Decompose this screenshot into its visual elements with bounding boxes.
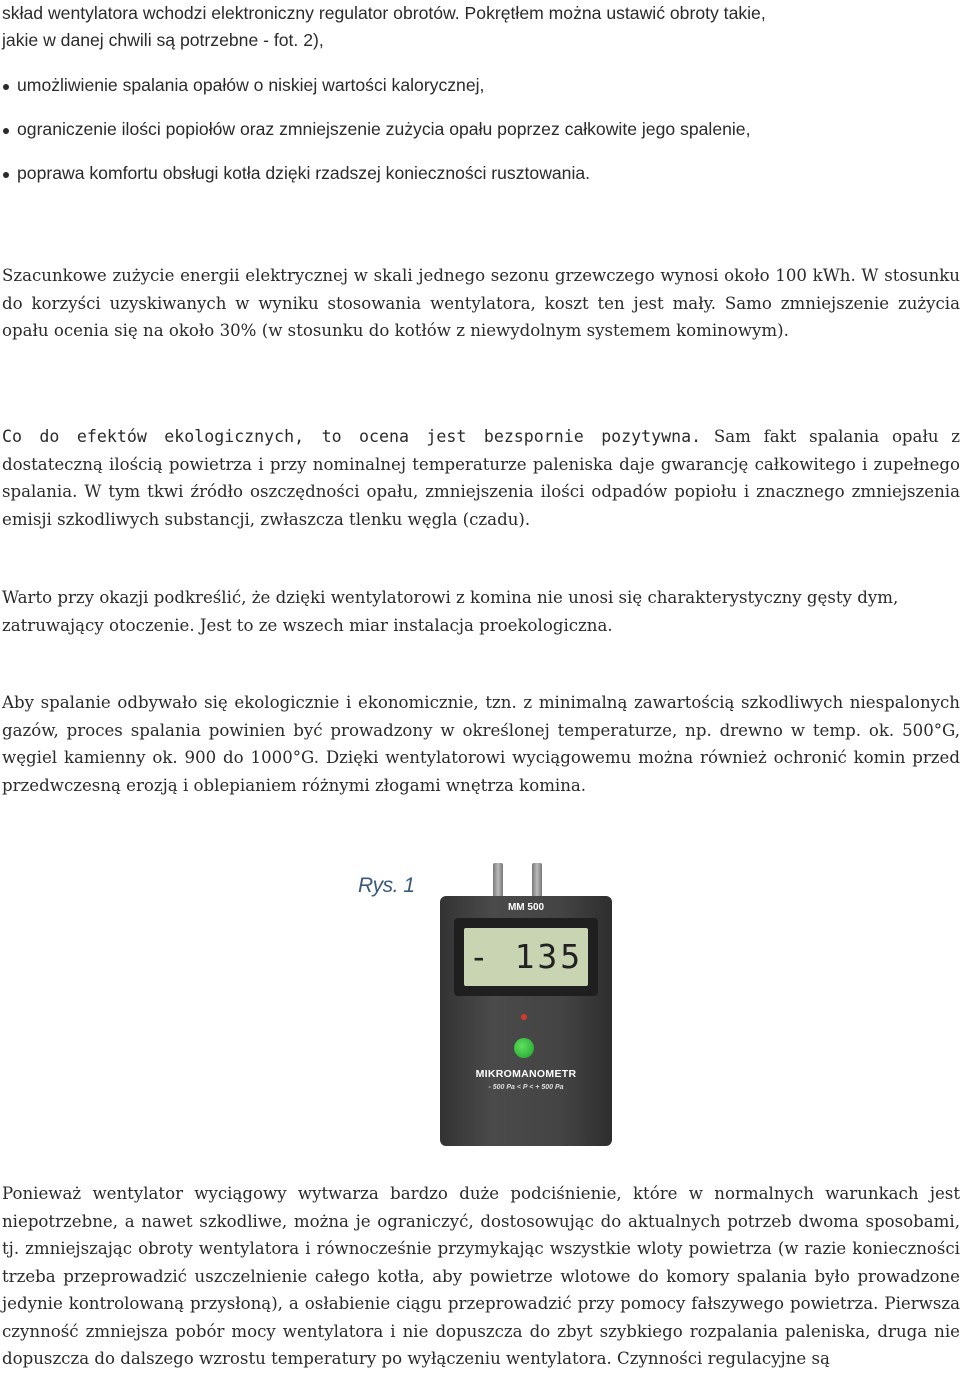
intro-line-2: jakie w danej chwili są potrzebne - fot. 2),	[2, 30, 324, 50]
list-item: umożliwienie spalania opałów o niskiej wartości kalorycznej,	[2, 72, 960, 116]
status-led-icon	[521, 1014, 527, 1020]
device-range-label: - 500 Pa < P < + 500 Pa	[488, 1084, 564, 1091]
paragraph-regulation: Ponieważ wentylator wyciągowy wytwarza bardzo duże podciśnienie, które w normalnych warunkach jest niepotrzebne, a nawet szkodliwe, można je ograniczyć, dostosowując do aktualnych potrzeb dwoma sposobami, tj. zmniejszając obroty wentylatora i równocześnie przymykając wszystkie wloty powietrza (w razie konieczności trzeba przeprowadzić uszczelnienie całego kotła, aby powietrze wlotowe do komory spalania było prowadzone jedynie kontrolowaną przysłoną), a osłabienie ciągu przeprowadzić przy pomocy fałszywego powietrza. Pierwsza czynność zmniejsza pobór mocy wentylatora i nie dopuszcza do zbyt szybkiego rozpalania paleniska, druga nie dopuszcza do dalszego wzrostu temperatury po wyłączeniu wentylatora. Czynności regulacyjne są	[2, 1184, 960, 1368]
figure-caption: Rys. 1	[358, 874, 415, 897]
paragraph-ecology-lead: Co do efektów ekologicznych, to ocena jest bezspornie pozytywna.	[2, 427, 702, 446]
paragraph-temperature: Aby spalanie odbywało się ekologicznie i ekonomicznie, tzn. z minimalną zawartością szkodliwych niespalonych gazów, proces spalania powinien być prowadzony w określonej temperaturze, np. drewno w temp. ok. 500°G, węgiel kamienny ok. 900 do 1000°G. Dzięki wentylatorowi wyciągowemu można również ochronić komin przed przedwczesną erozją i oblepianiem różnymi złogami wnętrza komina.	[2, 693, 960, 795]
paragraph-smoke: Warto przy okazji podkreślić, że dzięki wentylatorowi z komina nie unosi się charakterystyczny gęsty dym, zatruwający otoczenie. Jest to ze wszech miar instalacja proekologiczna.	[2, 588, 899, 635]
paragraph-ecology	[2, 423, 960, 533]
list-item: ograniczenie ilości popiołów oraz zmniejszenie zużycia opału poprzez całkowite jego spalenie,	[2, 116, 960, 160]
micromanometer-device	[440, 896, 612, 1146]
device-model-label: MM 500	[507, 902, 545, 913]
paragraph-ecology-rest: Sam fakt spalania opału z dostateczną ilością powietrza i przy nominalnej temperaturze paleniska daje gwarancję całkowitego i zupełnego spalania. W tym tkwi źródło oszczędności opału, zmniejszenia ilości odpadów popiołu i znacznego zmniejszenia emisji szkodliwych substancji, zwłaszcza tlenku węgla (czadu).	[2, 427, 960, 529]
list-item: poprawa komfortu obsługi kotła dzięki rzadszej konieczności rusztowania.	[2, 160, 960, 204]
lcd-frame	[454, 918, 598, 996]
lcd-display: - 135	[464, 928, 588, 986]
micromanometer-figure	[355, 858, 615, 1150]
power-button-icon	[514, 1038, 534, 1058]
paragraph-energy: Szacunkowe zużycie energii elektrycznej w skali jednego sezonu grzewczego wynosi około 100 kWh. W stosunku do korzyści uzyskiwanych w wyniku stosowania wentylatora, koszt ten jest mały. Samo zmniejszenie zużycia opału ocenia się na około 30% (w stosunku do kotłów z niewydolnym systemem kominowym).	[2, 266, 960, 340]
intro-line-1: skład wentylatora wchodzi elektroniczny regulator obrotów. Pokrętłem można ustawić obroty takie,	[2, 3, 766, 23]
benefits-list	[2, 72, 960, 204]
device-brand-label: MIKROMANOMETR	[475, 1068, 577, 1080]
